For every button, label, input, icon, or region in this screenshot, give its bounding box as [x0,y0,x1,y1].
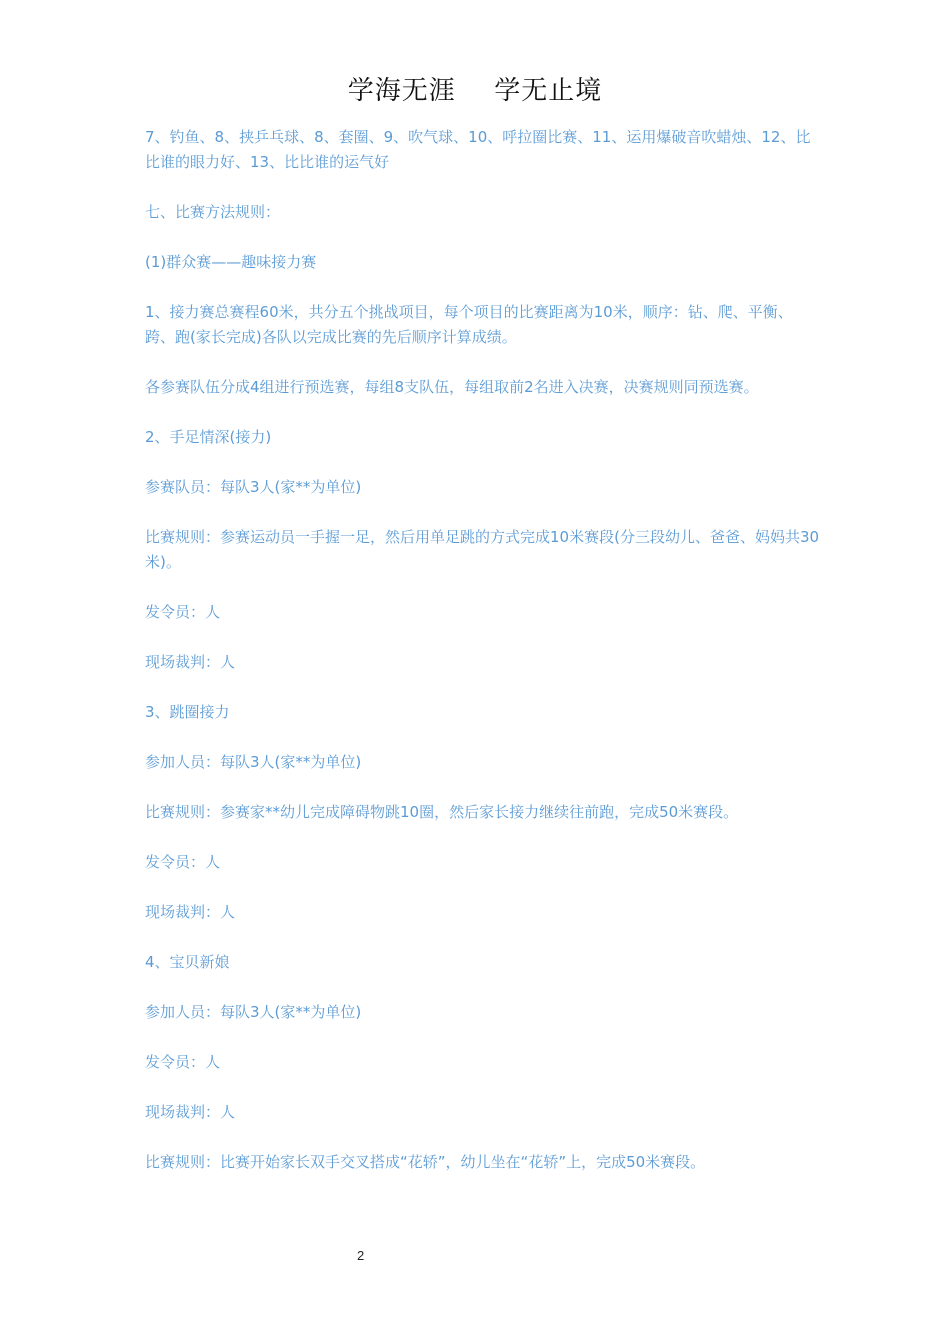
paragraph-starter: 发令员：人 [145,603,221,621]
paragraph-referee: 现场裁判：人 [145,903,236,921]
paragraph-starter: 发令员：人 [145,853,221,871]
paragraph-starter: 发令员：人 [145,1053,221,1071]
paragraph-participants: 参加人员：每队3人(家**为单位) [145,753,362,771]
paragraph-referee: 现场裁判：人 [145,653,236,671]
paragraph-activity-list: 7、钓鱼、8、挟乒乓球、8、套圈、9、吹气球、10、呼拉圈比赛、11、运用爆破音吹蜡烛、12、比比谁的眼力好、13、比比谁的运气好 [145,128,811,171]
paragraph-preliminaries: 各参赛队伍分成4组进行预选赛，每组8支队伍，每组取前2名进入决赛，决赛规则同预选赛。 [145,378,759,396]
document-body [145,125,820,1200]
paragraph-rules: 比赛规则：比赛开始家长双手交叉搭成“花轿”，幼儿坐在“花轿”上，完成50米赛段。 [145,1153,706,1171]
page-number: 2 [357,1248,365,1263]
section-heading-rules: 七、比赛方法规则： [145,203,281,221]
subsection-heading-relay: (1)群众赛——趣味接力赛 [145,253,317,271]
item-heading-hoop-relay: 3、跳圈接力 [145,703,230,721]
page-header-title: 学海无涯 学无止境 [347,76,603,106]
paragraph-relay-course: 1、接力赛总赛程60米，共分五个挑战项目，每个项目的比赛距离为10米，顺序：钻、爬、平衡、跨、跑(家长完成)各队以完成比赛的先后顺序计算成绩。 [145,303,793,346]
item-heading-hand-foot: 2、手足情深(接力) [145,428,272,446]
paragraph-participants: 参加人员：每队3人(家**为单位) [145,1003,362,1021]
paragraph-rules: 比赛规则：参赛运动员一手握一足，然后用单足跳的方式完成10米赛段(分三段幼儿、爸爸、妈妈共30米)。 [145,528,820,571]
item-heading-baby-bride: 4、宝贝新娘 [145,953,230,971]
paragraph-rules: 比赛规则：参赛家**幼儿完成障碍物跳10圈，然后家长接力继续往前跑，完成50米赛段。 [145,803,739,821]
paragraph-participants: 参赛队员：每队3人(家**为单位) [145,478,362,496]
paragraph-referee: 现场裁判：人 [145,1103,236,1121]
